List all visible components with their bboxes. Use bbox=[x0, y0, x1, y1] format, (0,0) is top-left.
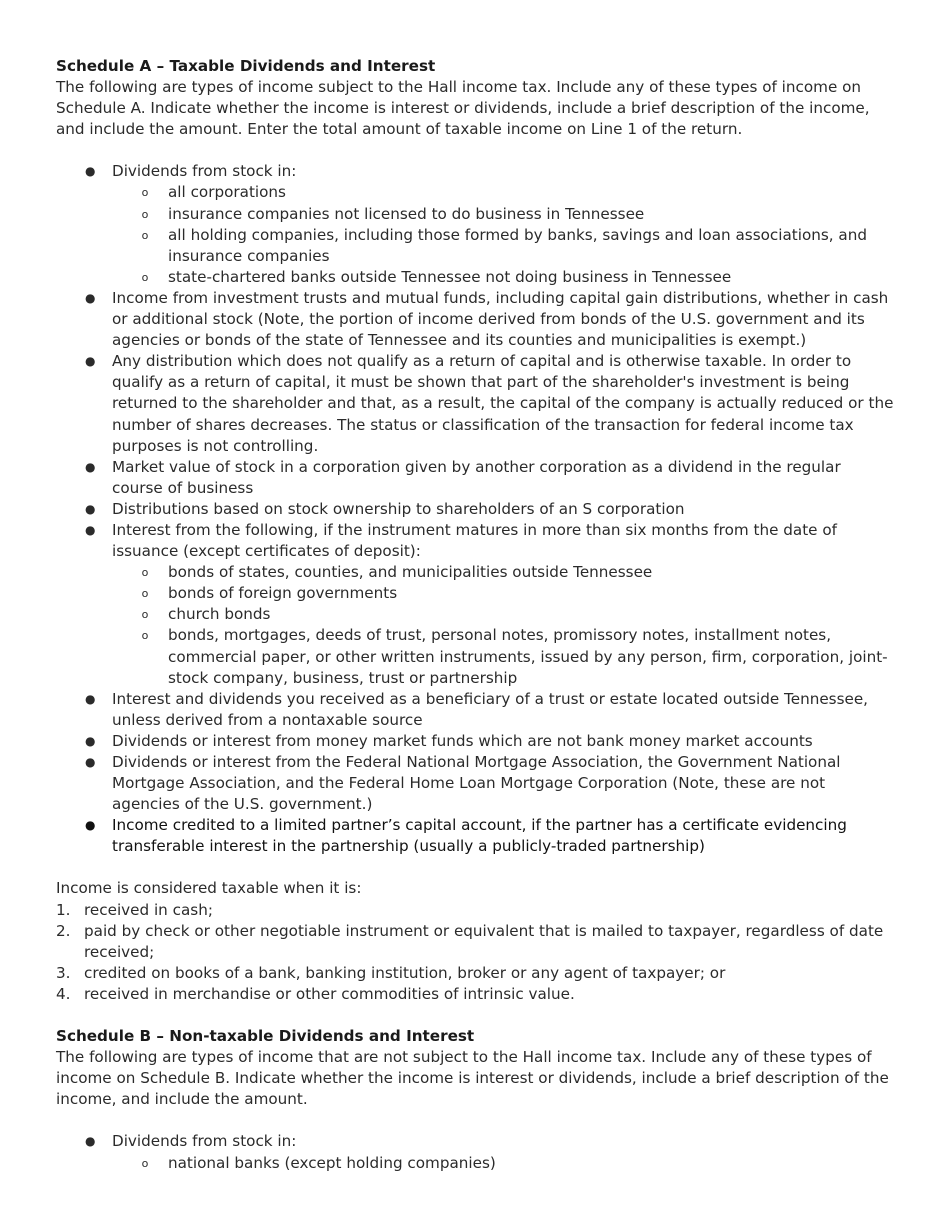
circle-bullet-icon: o bbox=[141, 270, 149, 284]
sub-list-item-text: bonds, mortgages, deeds of trust, personal notes, promissory notes, installment notes, commercial paper, or other written instruments, issued by any person, firm, corporation, joint-stock company, business, trust or partnership bbox=[168, 626, 888, 687]
taxable-conditions-list bbox=[56, 900, 894, 1005]
bullet-icon: ● bbox=[85, 501, 96, 516]
numbered-item bbox=[56, 921, 894, 963]
bullet-icon: ● bbox=[85, 522, 96, 537]
sub-list-item bbox=[112, 1153, 894, 1174]
sub-list-item bbox=[112, 267, 894, 288]
sub-list-item bbox=[112, 225, 894, 267]
list-item-text: Dividends from stock in: bbox=[112, 162, 297, 181]
list-item-text: Market value of stock in a corporation given by another corporation as a dividend in the regular course of business bbox=[112, 457, 841, 497]
item-number: 1. bbox=[56, 900, 71, 919]
item-number: 2. bbox=[56, 921, 71, 940]
document-page bbox=[56, 56, 894, 1174]
circle-bullet-icon: o bbox=[141, 608, 149, 622]
bullet-icon: ● bbox=[85, 755, 96, 769]
list-item-text: Dividends or interest from the Federal National Mortgage Association, the Government National Mortgage Association, and the Federal Home Loan Mortgage Corporation (Note, these are not agencies of the U.S. government.) bbox=[112, 753, 841, 814]
bullet-icon: ● bbox=[85, 354, 96, 369]
item-number: 4. bbox=[56, 984, 71, 1003]
item-number: 3. bbox=[56, 963, 71, 982]
list-item bbox=[56, 288, 894, 351]
bullet-icon: ● bbox=[85, 164, 96, 179]
sub-list-item-text: insurance companies not licensed to do business in Tennessee bbox=[168, 204, 645, 223]
sub-list-item bbox=[112, 182, 894, 203]
list-item-text: Any distribution which does not qualify as a return of capital and is otherwise taxable. In order to qualify as a return of capital, it must be shown that part of the shareholder's investment is being returned to the shareholder and that, as a result, the capital of the company is actually reduced or the number of shares decreases. The status or classification of the transaction for federal income tax purposes is not controlling. bbox=[112, 352, 894, 455]
list-item bbox=[56, 161, 894, 288]
list-item bbox=[56, 499, 894, 520]
sub-list-item bbox=[112, 604, 894, 625]
bullet-icon: ● bbox=[85, 1134, 96, 1149]
sub-list-item-text: bonds of foreign governments bbox=[168, 584, 398, 603]
list-item-text: Income credited to a limited partner’s capital account, if the partner has a certificate evidencing transferable interest in the partnership (usually a publicly-traded partnership) bbox=[112, 816, 847, 856]
numbered-item-text: credited on books of a bank, banking institution, broker or any agent of taxpayer; or bbox=[84, 963, 726, 982]
list-item-text: Interest from the following, if the instrument matures in more than six months from the date of issuance (except certificates of deposit): bbox=[112, 520, 837, 561]
circle-bullet-icon: o bbox=[141, 186, 149, 200]
schedule-b-title: Schedule B – Non-taxable Dividends and Interest bbox=[56, 1027, 475, 1046]
numbered-item bbox=[56, 984, 894, 1005]
bullet-icon: ● bbox=[85, 459, 96, 474]
circle-bullet-icon: o bbox=[141, 228, 149, 242]
sub-list-item bbox=[112, 204, 894, 225]
sub-list-item bbox=[112, 625, 894, 688]
numbered-item-text: paid by check or other negotiable instrument or equivalent that is mailed to taxpayer, regardless of date received; bbox=[84, 921, 884, 961]
sub-list-item-text: all corporations bbox=[168, 183, 286, 202]
sub-list bbox=[112, 562, 894, 689]
circle-bullet-icon: o bbox=[141, 207, 149, 221]
schedule-a-intro: The following are types of income subject to the Hall income tax. Include any of these types of income on Schedule A. Indicate whether the income is interest or dividends, include a brief description of the income, and include the amount. Enter the total amount of taxable income on Line 1 of the return. bbox=[56, 78, 870, 139]
list-item bbox=[56, 1131, 894, 1173]
circle-bullet-icon: o bbox=[141, 1156, 149, 1170]
list-item-text: Dividends from stock in: bbox=[112, 1132, 297, 1151]
sub-list-item-text: church bonds bbox=[168, 605, 271, 624]
numbered-item bbox=[56, 963, 894, 984]
schedule-b-list bbox=[56, 1131, 894, 1173]
circle-bullet-icon: o bbox=[141, 587, 149, 601]
schedule-a-title: Schedule A – Taxable Dividends and Interest bbox=[56, 57, 436, 75]
schedule-a-list bbox=[56, 161, 894, 857]
numbered-item-text: received in merchandise or other commodities of intrinsic value. bbox=[84, 984, 575, 1003]
bullet-icon: ● bbox=[85, 818, 96, 833]
list-item bbox=[56, 351, 894, 456]
list-item bbox=[56, 731, 894, 752]
schedule-b-intro: The following are types of income that are not subject to the Hall income tax. Include any of these types of income on Schedule B. Indicate whether the income is interest or dividends, include a brief description of the income, and include the amount. bbox=[56, 1048, 889, 1109]
list-item bbox=[56, 752, 894, 815]
list-item-text: Income from investment trusts and mutual funds, including capital gain distributions, whether in cash or additional stock (Note, the portion of income derived from bonds of the U.S. government and its agencies or bonds of the state of Tennessee and its counties and municipalities is exempt.) bbox=[112, 288, 889, 350]
list-item bbox=[56, 815, 894, 857]
sub-list-item bbox=[112, 562, 894, 583]
list-item bbox=[56, 520, 894, 689]
list-item-text: Interest and dividends you received as a beneficiary of a trust or estate located outside Tennessee, unless derived from a nontaxable source bbox=[112, 689, 869, 729]
list-item bbox=[56, 457, 894, 499]
numbered-item-text: received in cash; bbox=[84, 900, 213, 919]
numbered-item bbox=[56, 900, 894, 921]
bullet-icon: ● bbox=[85, 691, 96, 706]
taxable-lead: Income is considered taxable when it is: bbox=[56, 879, 362, 898]
list-item-text: Distributions based on stock ownership to shareholders of an S corporation bbox=[112, 499, 685, 518]
sub-list-item-text: all holding companies, including those formed by banks, savings and loan associations, and insurance companies bbox=[168, 225, 868, 265]
list-item-text: Dividends or interest from money market funds which are not bank money market accounts bbox=[112, 731, 813, 750]
circle-bullet-icon: o bbox=[141, 566, 149, 580]
circle-bullet-icon: o bbox=[141, 629, 149, 643]
sub-list bbox=[112, 182, 894, 287]
sub-list-item-text: state-chartered banks outside Tennessee not doing business in Tennessee bbox=[168, 267, 732, 286]
sub-list-item bbox=[112, 583, 894, 604]
sub-list-item-text: bonds of states, counties, and municipalities outside Tennessee bbox=[168, 563, 653, 582]
sub-list-item-text: national banks (except holding companies) bbox=[168, 1153, 496, 1172]
list-item bbox=[56, 689, 894, 731]
bullet-icon: ● bbox=[85, 290, 96, 305]
sub-list bbox=[112, 1153, 894, 1174]
bullet-icon: ● bbox=[85, 733, 96, 748]
